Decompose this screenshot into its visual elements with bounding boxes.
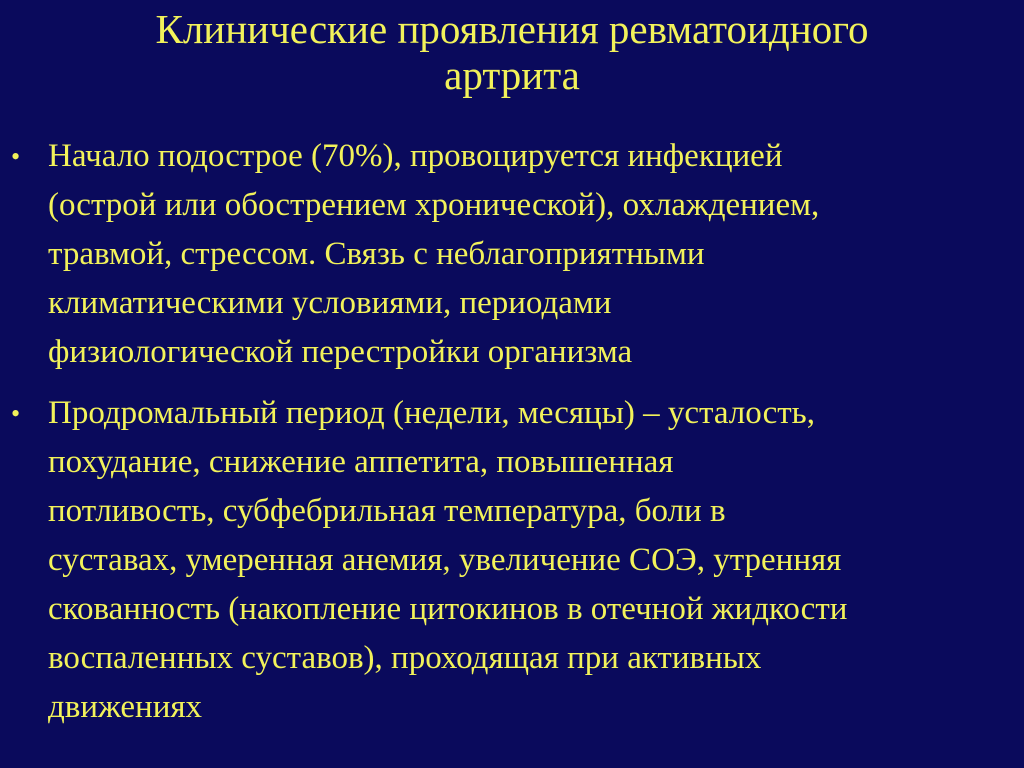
bullet-list [11, 132, 1018, 744]
bullet-text-line: травмой, стрессом. Связь с неблагоприятными [48, 236, 705, 272]
bullet-text-line: Продромальный период (недели, месяцы) – усталость, [48, 395, 815, 431]
bullet-text-line: физиологической перестройки организма [48, 334, 633, 370]
slide-title [0, 6, 1024, 98]
bullet-text-line: воспаленных суставов), проходящая при активных [48, 640, 762, 676]
bullet-item-onset [11, 132, 1018, 377]
bullet-item-prodromal [11, 389, 1018, 732]
slide-title-line: артрита [444, 52, 580, 98]
bullet-text-line: скованность (накопление цитокинов в отечной жидкости [48, 591, 848, 627]
bullet-text-line: движениях [48, 689, 203, 725]
bullet-text-line: потливость, субфебрильная температура, боли в [48, 493, 726, 529]
bullet-text-line: похудание, снижение аппетита, повышенная [48, 444, 674, 480]
bullet-icon: • [11, 142, 21, 171]
bullet-text-line: суставах, умеренная анемия, увеличение СОЭ, утренняя [48, 542, 842, 578]
bullet-text-line: климатическими условиями, периодами [48, 285, 612, 321]
bullet-icon: • [11, 399, 21, 428]
bullet-text-line: (острой или обострением хронической), охлаждением, [48, 187, 820, 223]
bullet-text-line: Начало подострое (70%), провоцируется инфекцией [48, 138, 783, 174]
slide-title-line: Клинические проявления ревматоидного [155, 6, 869, 52]
